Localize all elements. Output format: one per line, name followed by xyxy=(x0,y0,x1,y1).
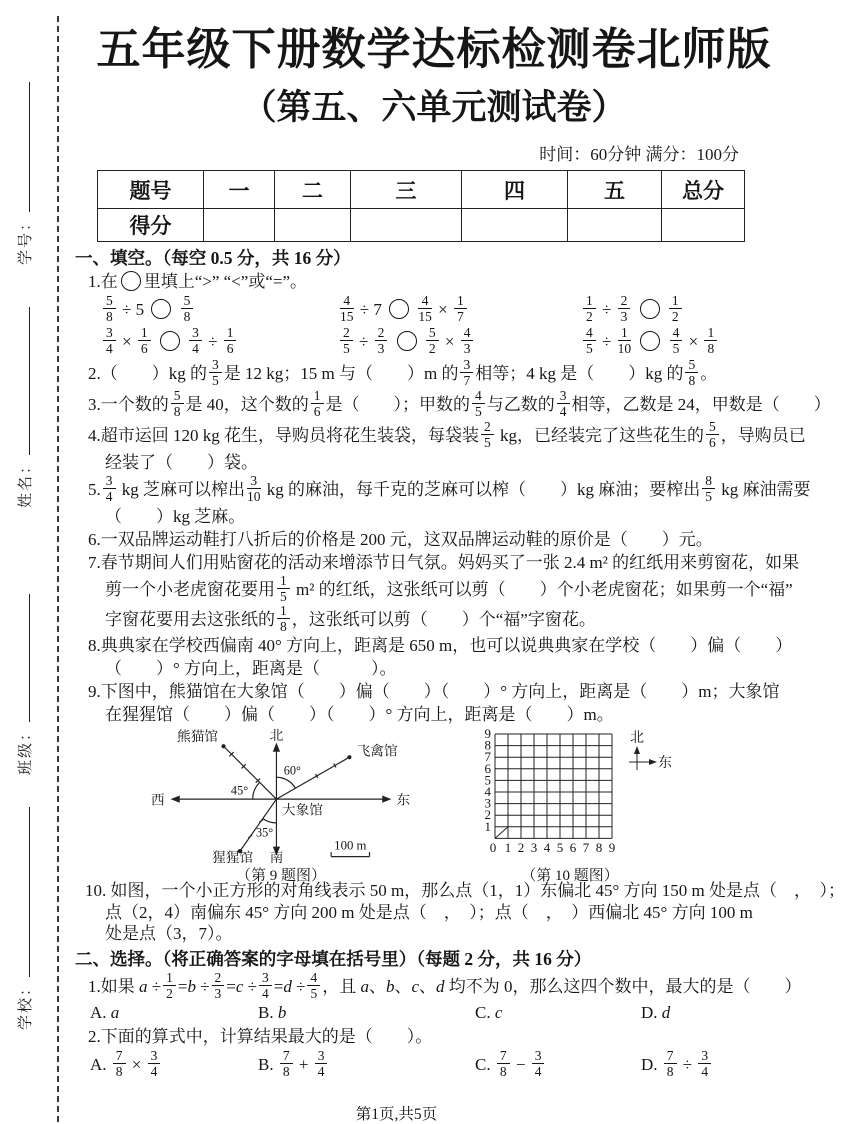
grid-x-label: 0 xyxy=(489,839,497,855)
angle-35-label: 35° xyxy=(255,825,274,840)
q9-compass-diagram xyxy=(125,728,437,863)
score-cell xyxy=(662,209,745,242)
fill-q7-line3: 字窗花要用去这张纸的 $\frac{1}{8}$ ，这张纸可以剪（ ）个“福”字窗花。 xyxy=(105,602,596,634)
grid-x-label: 7 xyxy=(582,839,590,855)
option-c: C. $\frac{7}{8}$ − $\frac{3}{4}$ xyxy=(475,1049,641,1080)
grid-north-label: 北 xyxy=(630,730,644,746)
fill-q2: 2.（ ）kg 的 $\frac{3}{5}$ 是 12 kg；15 m 与（ ）m 的 $\frac{3}{7}$ 相等；4 kg 是（ ）kg 的 $\frac{5}{8}$ 。 xyxy=(88,357,718,388)
panda-house-label: 熊猫馆 xyxy=(177,728,219,744)
q10-diagram-caption: （第 10 题图） xyxy=(521,867,619,884)
score-cell xyxy=(275,209,351,242)
compare-expression: $\frac{5}{8}$ ÷ 5 $\frac{5}{8}$ xyxy=(101,294,338,326)
score-table xyxy=(97,170,745,242)
footer-page-indicator: 第1页,共5页 xyxy=(355,1105,438,1123)
fill-q8-line2: （ ）° 方向上，距离是（ ）。 xyxy=(105,658,397,678)
bird-house-label: 飞禽馆 xyxy=(356,742,398,758)
fill-q10-line1: 10. 如图，一个小正方形的对角线表示 50 m，那么点（1，1）东偏北 45° 方向 150 m 处是点（ ， ）； xyxy=(85,880,845,900)
q10-grid-diagram xyxy=(465,725,675,863)
fill-q7-line1: 7.春节期间人们用贴窗花的活动来增添节日气氛。妈妈买了一张 2.4 m² 的红纸用来剪窗花，如果 xyxy=(88,552,800,572)
class-text: 班级： xyxy=(18,723,34,775)
scale-label: 100 m xyxy=(334,837,367,852)
fill-q9-line1: 9.下图中，熊猫馆在大象馆（ ）偏（ ）（ ）° 方向上，距离是（ ）m；大象馆 xyxy=(88,681,780,701)
school-blank-line xyxy=(14,807,30,977)
school-text: 学校： xyxy=(18,978,34,1030)
score-col-1: 一 xyxy=(204,171,275,209)
score-cell xyxy=(204,209,275,242)
fill-q8-line1: 8.典典家在学校西偏南 40° 方向上，距离是 650 m，也可以说典典家在学校（ ）偏（ ） xyxy=(88,635,793,655)
student-id-blank-line xyxy=(14,82,30,212)
gorilla-house-label: 猩猩馆 xyxy=(212,849,254,865)
score-cell xyxy=(351,209,462,242)
option-a: A. $\frac{7}{8}$ × $\frac{3}{4}$ xyxy=(90,1049,258,1080)
q9-diagram-caption: （第 9 题图） xyxy=(235,867,326,884)
score-col-3: 三 xyxy=(351,171,462,209)
option-b: B. $\frac{7}{8}$ + $\frac{3}{4}$ xyxy=(258,1049,475,1080)
grid-y-label: 2 xyxy=(484,806,491,822)
section1-heading xyxy=(75,246,793,270)
choice-q1-options xyxy=(75,1001,793,1024)
name-blank-line xyxy=(14,307,30,455)
fill-q6: 6.一双品牌运动鞋打八折后的价格是 200 元，这双品牌运动鞋的原价是（ ）元。 xyxy=(88,529,713,549)
section2-heading xyxy=(75,947,793,971)
fill-q4-line1: 4.超市运回 120 kg 花生，导购员将花生装袋，每袋装 $\frac{2}{5}$ kg，已经装完了这些花生的 $\frac{5}{6}$ ，导购员已 xyxy=(88,418,806,450)
section2-heading-title: 二、选择。 xyxy=(75,948,163,969)
compare-row-1 xyxy=(75,294,793,326)
grid-y-label: 8 xyxy=(484,737,491,753)
option-a: A. a xyxy=(90,1002,120,1022)
fill-q1-intro: 1.在 里填上“>” “<”或“=”。 xyxy=(88,272,308,291)
elephant-house-label: 大象馆 xyxy=(281,802,323,818)
class-label xyxy=(14,594,35,775)
score-col-4: 四 xyxy=(462,171,568,209)
fill-q10-line3: 处是点（3，7）。 xyxy=(105,923,233,943)
score-row-label: 得分 xyxy=(98,209,204,242)
option-b: B. b xyxy=(258,1002,287,1022)
grid-x-label: 2 xyxy=(517,839,525,855)
grid-y-label: 6 xyxy=(484,760,491,776)
compare-expression: $\frac{2}{5}$ ÷ $\frac{2}{3}$ $\frac{5}{2}$ × $\frac{4}{3}$ xyxy=(338,326,581,358)
paper-content xyxy=(75,0,845,1080)
score-table-value-row xyxy=(98,209,745,242)
name-text: 姓名： xyxy=(18,456,34,508)
grid-y-label: 7 xyxy=(484,748,491,764)
score-cell xyxy=(462,209,568,242)
south-label: 南 xyxy=(269,849,284,865)
fill-q5-line1: 5. $\frac{3}{4}$ kg 芝麻可以榨出 $\frac{3}{10}$ kg 的麻油，每千克的芝麻可以榨（ ）kg 麻油；要榨出 $\frac{8}{5}$ kg 麻油需要 xyxy=(88,472,811,504)
grid-x-label: 1 xyxy=(504,839,512,855)
grid-x-label: 8 xyxy=(595,839,603,855)
grid-x-label: 6 xyxy=(569,839,577,855)
grid-x-label: 9 xyxy=(608,839,616,855)
fill-q7-line2: 剪一个小老虎窗花要用 $\frac{1}{5}$ m² 的红纸，这张纸可以剪（ ）个小老虎窗花；如果剪一个“福” xyxy=(105,572,793,604)
grid-y-label: 4 xyxy=(484,783,491,799)
fill-q9-line2: 在猩猩馆（ ）偏（ ）（ ）° 方向上，距离是（ ）m。 xyxy=(105,704,614,724)
school-label xyxy=(14,807,35,1030)
page-subtitle: （第五、六单元测试卷） xyxy=(241,88,627,127)
choice-q2: 2.下面的算式中，计算结果最大的是（ ）。 xyxy=(88,1026,433,1046)
fill-q5-line2: （ ）kg 芝麻。 xyxy=(105,506,246,526)
score-col-2: 二 xyxy=(275,171,351,209)
score-table-corner: 题号 xyxy=(98,171,204,209)
section2-heading-note: （将正确答案的字母填在括号里）（每题 2 分，共 16 分） xyxy=(162,948,592,969)
fill-q3: 3.一个数的 $\frac{5}{8}$ 是 40，这个数的 $\frac{1}{6}$ 是（ ）；甲数的 $\frac{4}{5}$ 与乙数的 $\frac{3}{4}$ 相等，乙数是 24，甲数是（ ） xyxy=(88,387,831,419)
choice-q1: 1.如果 a ÷ $\frac{1}{2}$ =b ÷ $\frac{2}{3}$ =c ÷ $\frac{3}{4}$ =d ÷ $\frac{4}{5}$ ，且 a、b、c、d 均不为 0，那么这四个数中，最大的是（ ） xyxy=(88,969,802,1001)
north-label: 北 xyxy=(269,727,284,743)
name-label xyxy=(14,307,35,508)
score-cell xyxy=(568,209,662,242)
class-blank-line xyxy=(14,594,30,722)
student-id-label xyxy=(14,82,35,265)
west-label: 西 xyxy=(151,792,165,808)
page-title: 五年级下册数学达标检测卷北师版 xyxy=(96,25,772,74)
student-id-text: 学号： xyxy=(18,213,34,265)
east-label: 东 xyxy=(396,792,411,808)
option-d: D. d xyxy=(641,1002,671,1022)
score-table-header-row xyxy=(98,171,745,209)
compare-expression: $\frac{1}{2}$ ÷ $\frac{2}{3}$ $\frac{1}{2}$ xyxy=(581,294,793,326)
score-col-total: 总分 xyxy=(662,171,745,209)
choice-q2-options xyxy=(75,1049,793,1080)
fill-q10-line2: 点（2，4）南偏东 45° 方向 200 m 处是点（ ， ）；点（ ， ）西偏北 45° 方向 100 m xyxy=(105,902,753,922)
grid-east-label: 东 xyxy=(658,755,672,771)
q9-diagram xyxy=(125,727,437,884)
grid-y-label: 5 xyxy=(484,772,491,788)
grid-y-label: 3 xyxy=(484,795,491,811)
option-c: C. c xyxy=(475,1002,503,1022)
score-col-5: 五 xyxy=(568,171,662,209)
compare-expression: $\frac{4}{15}$ ÷ 7 $\frac{4}{15}$ × $\frac{1}{7}$ xyxy=(338,294,581,326)
angle-45-label: 45° xyxy=(230,783,249,798)
section1-heading-note: （每空 0.5 分，共 16 分） xyxy=(162,248,351,268)
grid-y-label: 1 xyxy=(484,818,491,834)
angle-60-label: 60° xyxy=(283,763,301,778)
option-d: D. $\frac{7}{8}$ ÷ $\frac{3}{4}$ xyxy=(641,1049,793,1080)
q10-diagram xyxy=(465,725,675,884)
fill-q4-line2: 经装了（ ）袋。 xyxy=(105,452,258,472)
compare-expression: $\frac{4}{5}$ ÷ $\frac{1}{10}$ $\frac{4}{5}$ × $\frac{1}{8}$ xyxy=(581,326,793,358)
diagram-row xyxy=(75,725,793,884)
grid-x-label: 4 xyxy=(543,839,551,855)
grid-x-label: 3 xyxy=(530,839,538,855)
grid-x-label: 5 xyxy=(556,839,564,855)
section1-heading-title: 一、填空。 xyxy=(75,248,163,268)
time-score-meta: 时间：60分钟 满分：100分 xyxy=(539,145,739,164)
grid-y-label: 9 xyxy=(484,725,491,741)
margin-dashed-rule xyxy=(57,16,59,1122)
compare-row-2 xyxy=(75,326,793,358)
compare-expression: $\frac{3}{4}$ × $\frac{1}{6}$ $\frac{3}{4}$ ÷ $\frac{1}{6}$ xyxy=(101,326,338,358)
